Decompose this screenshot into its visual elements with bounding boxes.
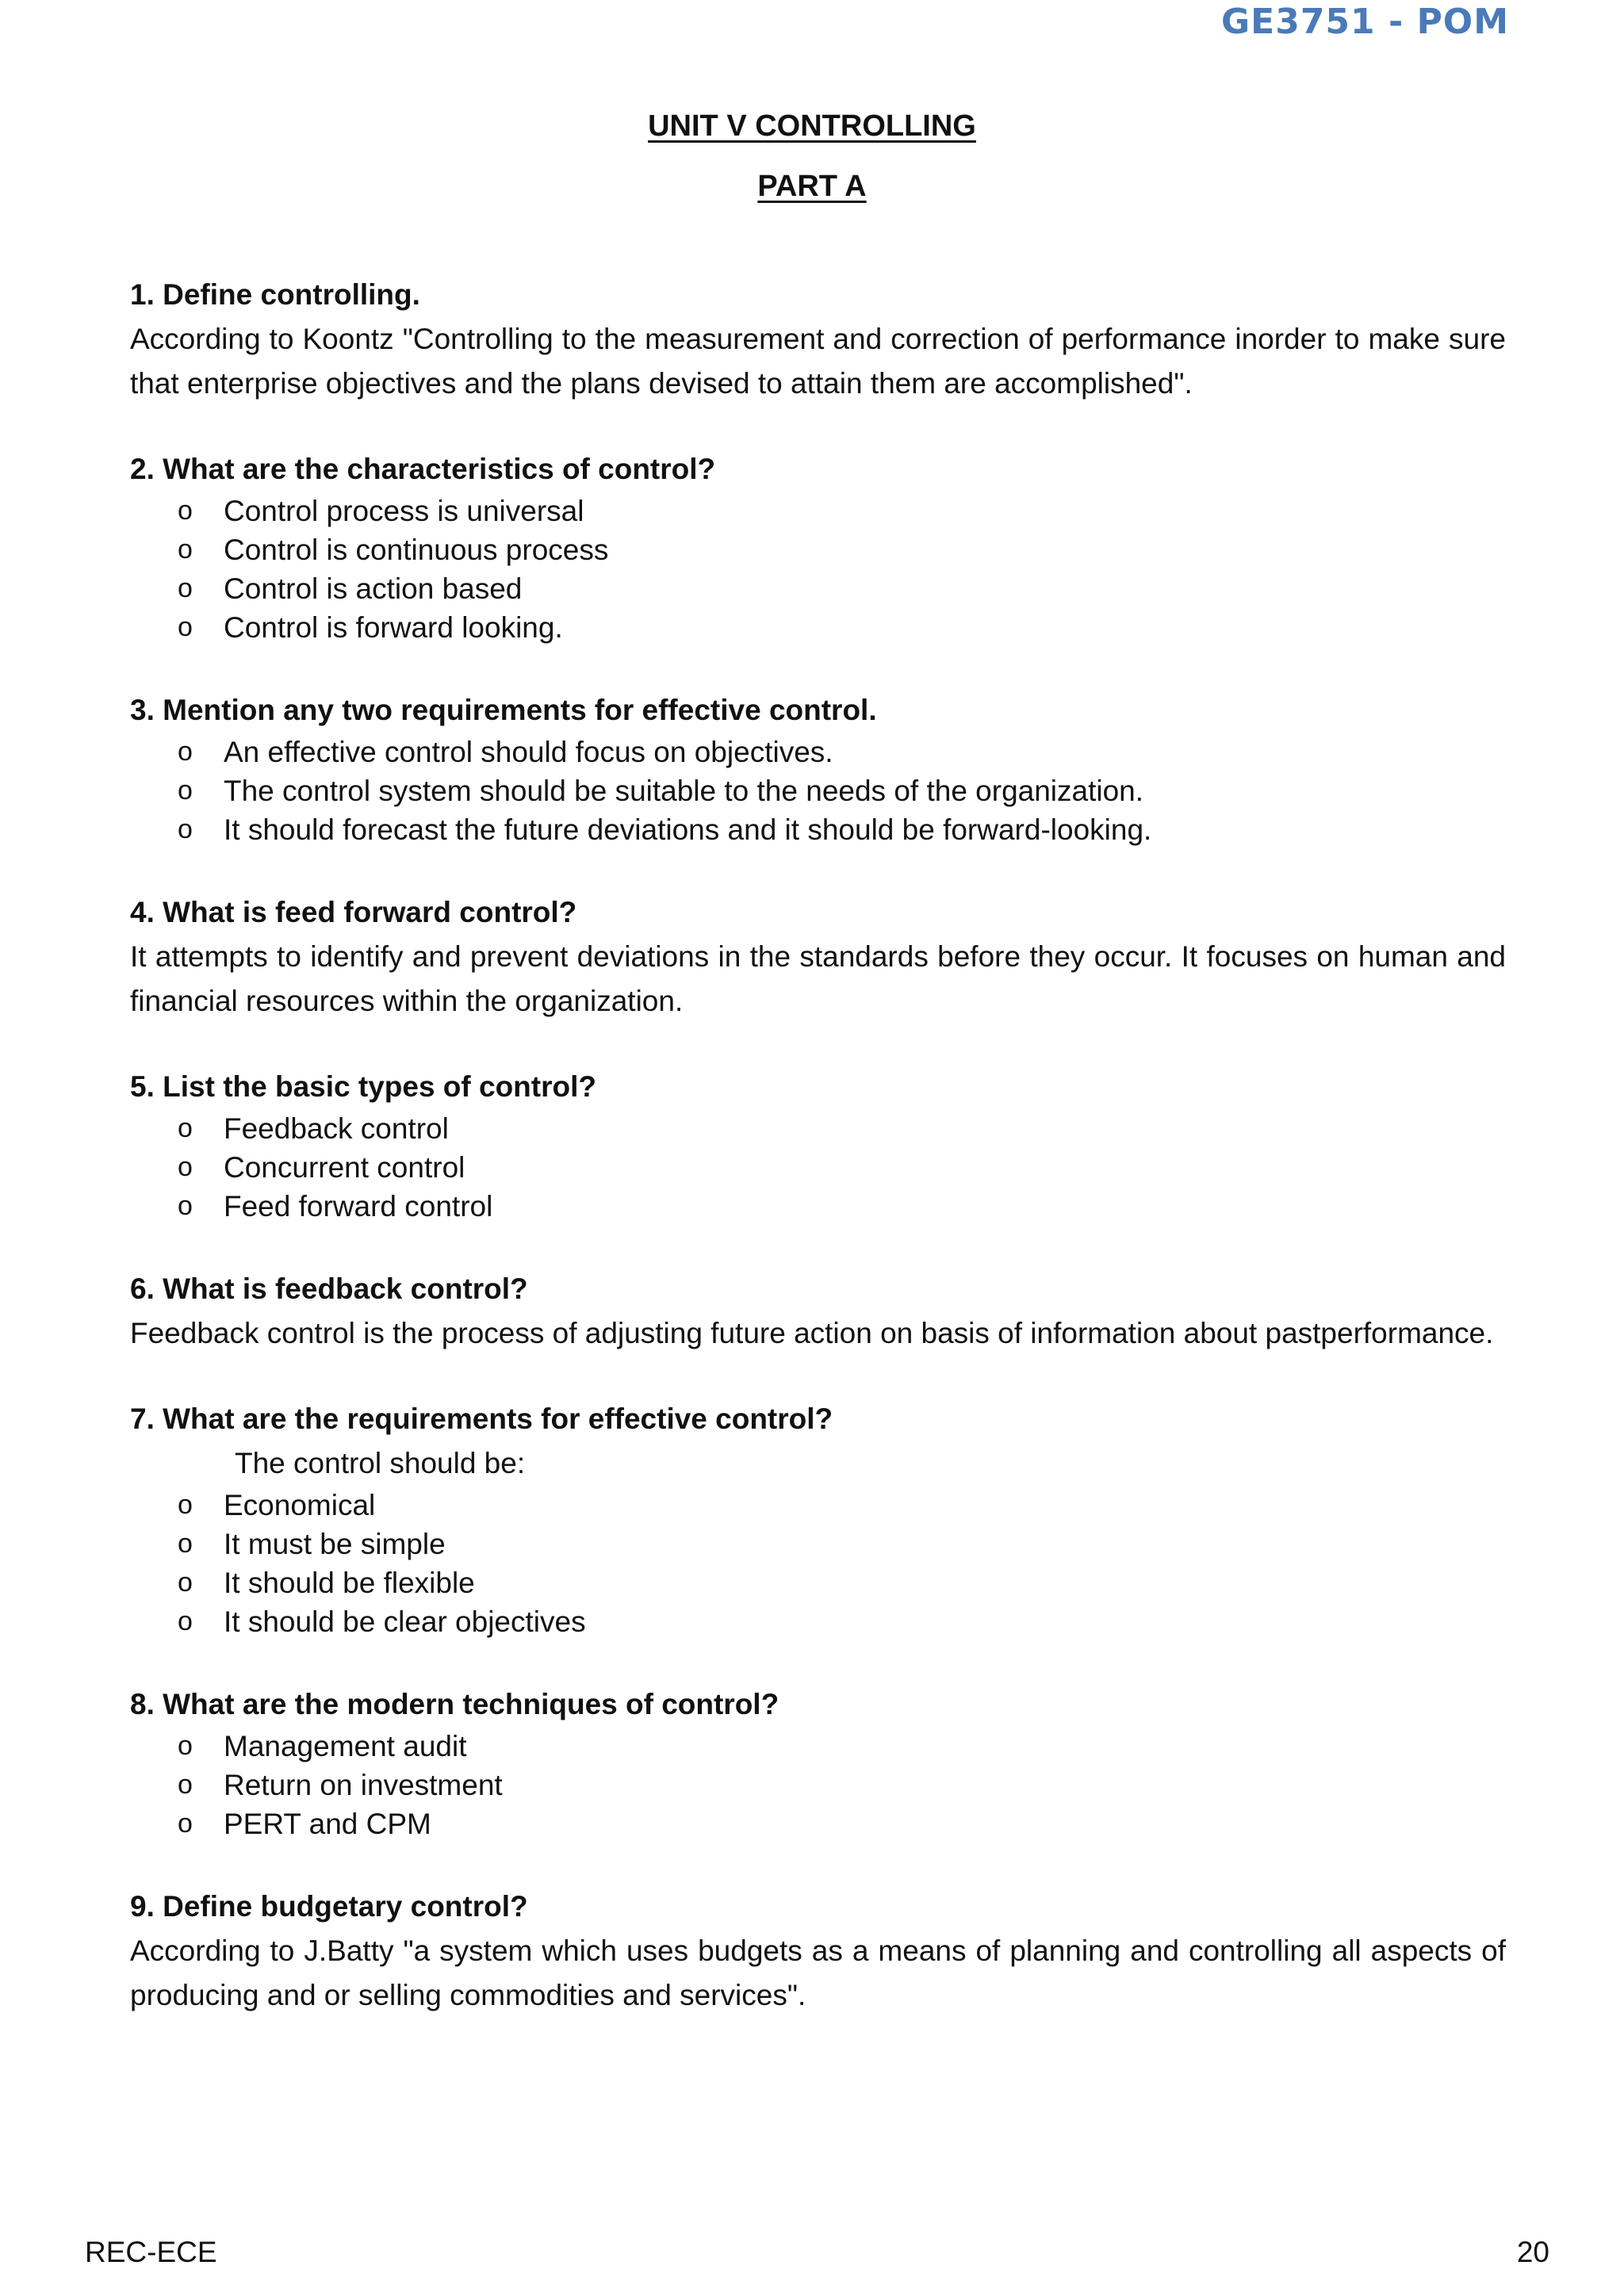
circle-bullet-icon: o [178, 1490, 193, 1520]
question-heading: 3. Mention any two requirements for effective control. [130, 694, 877, 726]
circle-bullet-icon: o [178, 1606, 193, 1636]
circle-bullet-icon: o [178, 534, 193, 564]
question-heading: 8. What are the modern techniques of control? [130, 1688, 779, 1720]
answer-text: According to J.Batty "a system which uses budgets as a means of planning and controlling all aspects of producing and or selling commodities and services". [130, 1934, 1506, 2011]
answer-list [130, 733, 1506, 849]
circle-bullet-icon: o [178, 737, 193, 767]
question-block-8 [130, 1682, 1506, 1843]
circle-bullet-icon: o [178, 775, 193, 806]
list-item: o Control is forward looking. [130, 608, 1506, 647]
question-block-3 [130, 688, 1506, 849]
list-item: o Return on investment [130, 1766, 1506, 1804]
question-heading: 9. Define budgetary control? [130, 1890, 528, 1923]
unit-title: UNIT V CONTROLLING [648, 109, 976, 143]
question-block-1 [130, 273, 1506, 406]
circle-bullet-icon: o [178, 612, 193, 642]
circle-bullet-icon: o [178, 1529, 193, 1559]
circle-bullet-icon: o [178, 1770, 193, 1800]
question-heading: 7. What are the requirements for effective control? [130, 1402, 833, 1435]
page-number: 20 [1516, 2236, 1549, 2268]
question-block-6 [130, 1267, 1506, 1356]
list-item: o Feedback control [130, 1109, 1506, 1148]
question-heading: 2. What are the characteristics of control? [130, 453, 716, 485]
answer-text: According to Koontz "Controlling to the measurement and correction of performance inorder to make sure that enterprise objectives and the plans devised to attain them are accomplished". [130, 323, 1506, 400]
circle-bullet-icon: o [178, 496, 193, 526]
answer-lead-text: The control should be: [235, 1447, 526, 1479]
question-block-4 [130, 890, 1506, 1024]
circle-bullet-icon: o [178, 1191, 193, 1221]
list-item: o An effective control should focus on objectives. [130, 733, 1506, 771]
questions-section [130, 273, 1506, 2059]
circle-bullet-icon: o [178, 1152, 193, 1182]
list-item: o Control is continuous process [130, 530, 1506, 569]
answer-list [130, 1109, 1506, 1226]
answer-list [130, 1727, 1506, 1843]
list-item: o Management audit [130, 1727, 1506, 1766]
question-heading: 6. What is feedback control? [130, 1272, 528, 1305]
answer-list [130, 1486, 1506, 1641]
list-item: o It should be flexible [130, 1563, 1506, 1602]
course-code-header: GE3751 - POM [1221, 2, 1509, 42]
question-block-9 [130, 1885, 1506, 2018]
question-heading: 1. Define controlling. [130, 278, 420, 311]
footer-department: REC-ECE [85, 2236, 217, 2268]
question-heading: 5. List the basic types of control? [130, 1070, 596, 1103]
part-title: PART A [757, 170, 867, 203]
list-item: o Concurrent control [130, 1148, 1506, 1187]
answer-text: Feedback control is the process of adjusting future action on basis of information about pastperformance. [130, 1317, 1494, 1349]
list-item: o The control system should be suitable to the needs of the organization. [130, 771, 1506, 810]
question-block-7 [130, 1397, 1506, 1641]
question-block-2 [130, 447, 1506, 647]
list-item: o Economical [130, 1486, 1506, 1525]
list-item: o It should be clear objectives [130, 1602, 1506, 1641]
question-heading: 4. What is feed forward control? [130, 896, 577, 928]
circle-bullet-icon: o [178, 573, 193, 603]
list-item: o Control process is universal [130, 492, 1506, 530]
circle-bullet-icon: o [178, 814, 193, 844]
circle-bullet-icon: o [178, 1113, 193, 1143]
circle-bullet-icon: o [178, 1808, 193, 1839]
circle-bullet-icon: o [178, 1731, 193, 1761]
answer-list [130, 492, 1506, 647]
question-block-5 [130, 1065, 1506, 1226]
circle-bullet-icon: o [178, 1567, 193, 1598]
list-item: o Control is action based [130, 569, 1506, 608]
list-item: o It must be simple [130, 1525, 1506, 1563]
list-item: o PERT and CPM [130, 1804, 1506, 1843]
answer-text: It attempts to identify and prevent deviations in the standards before they occur. It focuses on human and financial resources within the organization. [130, 940, 1506, 1017]
list-item: o It should forecast the future deviations and it should be forward-looking. [130, 810, 1506, 849]
list-item: o Feed forward control [130, 1187, 1506, 1226]
